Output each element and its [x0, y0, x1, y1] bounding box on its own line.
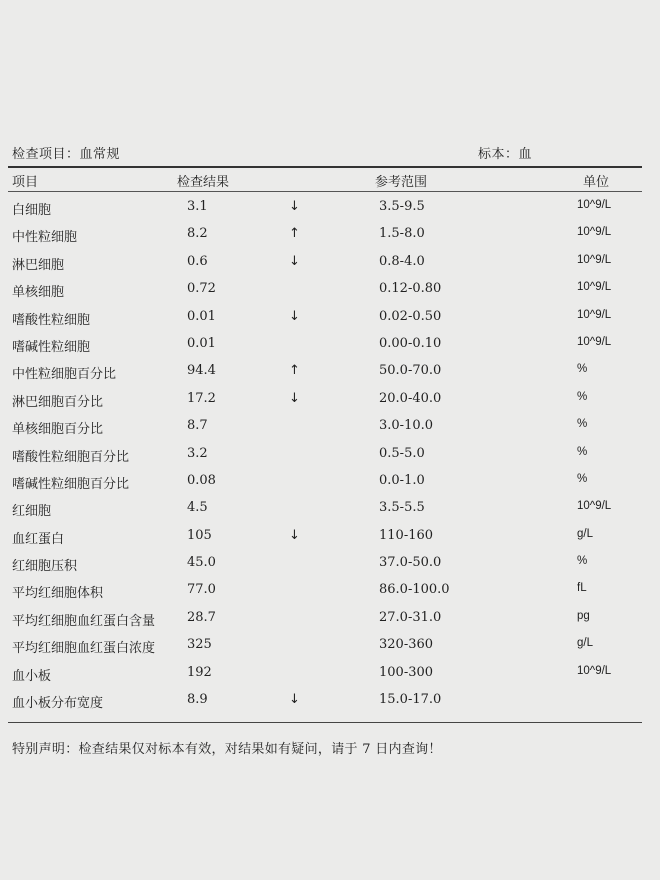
specimen-label: 标本：血	[478, 147, 533, 162]
row-item-name: 嗜碱性粒细胞	[12, 339, 91, 355]
row-unit: %	[577, 555, 588, 568]
row-item-name: 淋巴细胞百分比	[12, 394, 104, 410]
row-result-value: 325	[187, 637, 212, 653]
row-unit: fL	[577, 582, 587, 595]
table-row	[0, 687, 660, 714]
row-reference-range: 3.5-9.5	[379, 199, 425, 214]
row-unit: 10^9/L	[577, 281, 612, 294]
row-result-value: 45.0	[187, 555, 216, 571]
row-result-value: 0.01	[187, 335, 216, 351]
row-abnormal-flag: ↓	[289, 199, 300, 214]
table-row	[0, 221, 660, 248]
table-row	[0, 523, 660, 550]
row-abnormal-flag: ↓	[289, 692, 300, 708]
row-result-value: 3.1	[187, 199, 208, 214]
row-result-value: 0.01	[187, 308, 216, 324]
row-abnormal-flag: ↑	[289, 363, 300, 379]
row-reference-range: 100-300	[379, 664, 434, 680]
row-unit: %	[577, 418, 588, 431]
row-item-name: 嗜酸性粒细胞百分比	[12, 449, 130, 465]
row-item-name: 单核细胞百分比	[12, 422, 104, 438]
row-reference-range: 37.0-50.0	[379, 555, 442, 571]
disclaimer: 特别声明：检查结果仅对标本有效，对结果如有疑问，请于 7 日内查询！	[12, 742, 442, 757]
row-reference-range: 0.0-1.0	[379, 472, 425, 488]
row-abnormal-flag: ↑	[289, 226, 300, 242]
column-header-item: 项目	[12, 175, 39, 190]
row-item-name: 嗜碱性粒细胞百分比	[12, 476, 130, 492]
table-row	[0, 249, 660, 276]
column-header-range: 参考范围	[375, 175, 428, 190]
row-item-name: 血小板	[12, 668, 52, 684]
row-unit: 10^9/L	[577, 664, 612, 677]
table-row	[0, 413, 660, 440]
table-row	[0, 577, 660, 604]
row-reference-range: 86.0-100.0	[379, 582, 450, 598]
row-result-value: 28.7	[187, 609, 216, 625]
row-result-value: 8.7	[187, 418, 208, 434]
row-abnormal-flag: ↓	[289, 527, 300, 543]
row-item-name: 红细胞压积	[12, 559, 78, 575]
row-unit: %	[577, 390, 588, 403]
row-unit: 10^9/L	[577, 226, 612, 239]
row-item-name: 淋巴细胞	[12, 257, 65, 273]
row-reference-range: 27.0-31.0	[379, 609, 442, 625]
row-item-name: 中性粒细胞	[12, 230, 78, 246]
row-result-value: 192	[187, 664, 212, 680]
table-row	[0, 276, 660, 303]
row-unit: %	[577, 472, 588, 485]
table-row	[0, 386, 660, 413]
row-unit: 10^9/L	[577, 500, 612, 513]
row-result-value: 8.2	[187, 226, 208, 242]
table-row	[0, 632, 660, 659]
row-abnormal-flag: ↓	[289, 390, 300, 406]
row-result-value: 0.08	[187, 472, 216, 488]
row-item-name: 中性粒细胞百分比	[12, 367, 117, 383]
table-top-rule	[8, 166, 642, 168]
row-unit: 10^9/L	[577, 308, 612, 321]
row-item-name: 平均红细胞血红蛋白浓度	[12, 641, 156, 657]
row-result-value: 17.2	[187, 390, 216, 406]
row-reference-range: 1.5-8.0	[379, 226, 425, 242]
row-reference-range: 0.8-4.0	[379, 253, 425, 269]
row-unit: %	[577, 363, 588, 376]
row-unit: 10^9/L	[577, 253, 612, 266]
table-row	[0, 495, 660, 522]
table-header-rule	[8, 191, 642, 192]
row-result-value: 77.0	[187, 582, 216, 598]
row-unit: 10^9/L	[577, 335, 612, 348]
table-row	[0, 550, 660, 577]
row-reference-range: 0.02-0.50	[379, 308, 442, 324]
row-item-name: 血小板分布宽度	[12, 696, 104, 712]
row-item-name: 嗜酸性粒细胞	[12, 312, 91, 328]
row-reference-range: 320-360	[379, 637, 434, 653]
column-header-result: 检查结果	[177, 175, 230, 190]
row-item-name: 平均红细胞体积	[12, 586, 104, 602]
table-row	[0, 468, 660, 495]
row-unit: %	[577, 445, 588, 458]
row-unit: g/L	[577, 527, 593, 540]
row-abnormal-flag: ↓	[289, 308, 300, 324]
table-row	[0, 358, 660, 385]
exam-item-label: 检查项目：血常规	[12, 147, 121, 162]
row-reference-range: 50.0-70.0	[379, 363, 442, 379]
row-reference-range: 0.5-5.0	[379, 445, 425, 461]
column-header-unit: 单位	[583, 175, 610, 190]
row-item-name: 单核细胞	[12, 285, 65, 301]
table-row	[0, 605, 660, 632]
table-row	[0, 331, 660, 358]
row-unit: pg	[577, 609, 590, 622]
result-table-body	[0, 194, 660, 714]
row-unit: g/L	[577, 637, 593, 650]
row-result-value: 0.72	[187, 281, 216, 297]
row-reference-range: 0.12-0.80	[379, 281, 442, 297]
table-row	[0, 441, 660, 468]
row-item-name: 平均红细胞血红蛋白含量	[12, 613, 156, 629]
row-result-value: 8.9	[187, 692, 208, 708]
row-result-value: 105	[187, 527, 212, 543]
table-row	[0, 194, 660, 221]
row-item-name: 红细胞	[12, 504, 52, 520]
row-reference-range: 3.0-10.0	[379, 418, 434, 434]
row-reference-range: 15.0-17.0	[379, 692, 442, 708]
row-result-value: 0.6	[187, 253, 208, 269]
row-reference-range: 110-160	[379, 527, 434, 543]
row-reference-range: 20.0-40.0	[379, 390, 442, 406]
table-row	[0, 660, 660, 687]
table-bottom-rule	[8, 722, 642, 723]
table-row	[0, 304, 660, 331]
row-result-value: 4.5	[187, 500, 208, 516]
row-item-name: 血红蛋白	[12, 531, 65, 547]
row-reference-range: 3.5-5.5	[379, 500, 425, 516]
row-unit: 10^9/L	[577, 199, 612, 211]
row-result-value: 94.4	[187, 363, 216, 379]
row-item-name: 白细胞	[12, 203, 52, 218]
row-result-value: 3.2	[187, 445, 208, 461]
row-abnormal-flag: ↓	[289, 253, 300, 269]
row-reference-range: 0.00-0.10	[379, 335, 442, 351]
